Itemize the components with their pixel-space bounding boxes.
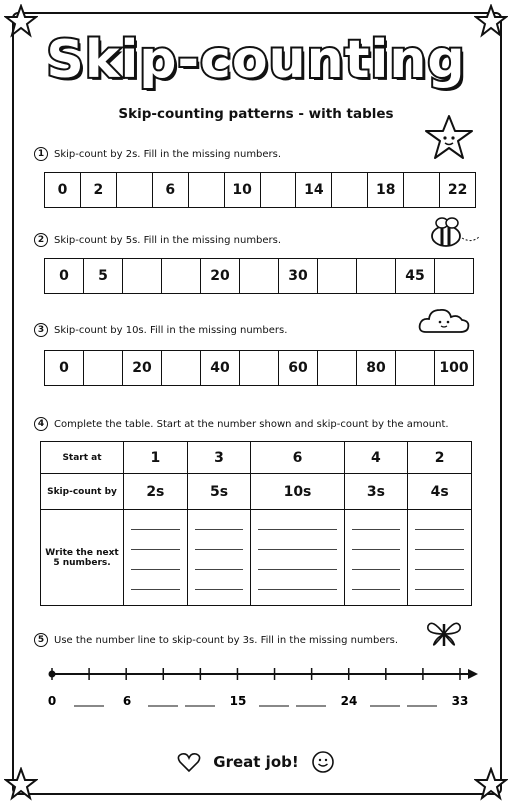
question-number: 5 bbox=[34, 633, 48, 647]
step-value: 4s bbox=[408, 474, 472, 510]
step-value: 2s bbox=[124, 474, 188, 510]
page-subtitle: Skip-counting patterns - with tables bbox=[118, 106, 394, 122]
bee-icon bbox=[424, 216, 484, 250]
question-3 bbox=[34, 323, 287, 337]
start-value: 1 bbox=[124, 442, 188, 474]
butterfly-icon bbox=[424, 616, 464, 652]
question-number: 1 bbox=[34, 147, 48, 161]
start-value: 3 bbox=[187, 442, 251, 474]
blank-cell[interactable] bbox=[261, 173, 297, 207]
smiley-icon bbox=[311, 750, 335, 774]
question-1 bbox=[34, 147, 281, 161]
footer-text: Great job! bbox=[213, 753, 299, 771]
answer-lines[interactable] bbox=[124, 510, 188, 606]
footer bbox=[0, 750, 512, 774]
number-cell: 40 bbox=[201, 351, 240, 385]
question-number: 2 bbox=[34, 233, 48, 247]
blank-cell[interactable] bbox=[396, 351, 435, 385]
skip-count-row-5s bbox=[44, 258, 474, 294]
number-cell: 14 bbox=[296, 173, 332, 207]
blank-cell[interactable] bbox=[318, 259, 357, 293]
number-cell: 10 bbox=[225, 173, 261, 207]
question-number: 3 bbox=[34, 323, 48, 337]
blank-cell[interactable] bbox=[189, 173, 225, 207]
answer-lines[interactable] bbox=[344, 510, 408, 606]
number-cell: 22 bbox=[447, 182, 468, 198]
number-line bbox=[40, 660, 480, 720]
number-cell: 100 bbox=[439, 360, 469, 376]
blank-cell[interactable] bbox=[84, 351, 123, 385]
number-cell: 20 bbox=[201, 259, 240, 293]
row-header: Skip-count by bbox=[41, 474, 124, 510]
start-value: 6 bbox=[251, 442, 344, 474]
blank-cell[interactable] bbox=[435, 259, 473, 293]
number-cell: 0 bbox=[45, 351, 84, 385]
number-cell: 18 bbox=[368, 173, 404, 207]
table-row bbox=[41, 510, 472, 606]
question-4 bbox=[34, 417, 449, 431]
start-value: 4 bbox=[344, 442, 408, 474]
number-line-label: 24 bbox=[340, 694, 358, 708]
star-icon bbox=[420, 112, 478, 164]
question-text: Skip-count by 5s. Fill in the missing numbers. bbox=[54, 234, 282, 246]
question-text: Skip-count by 2s. Fill in the missing numbers. bbox=[54, 148, 282, 160]
number-cell: 20 bbox=[123, 351, 162, 385]
step-value: 3s bbox=[344, 474, 408, 510]
number-cell: 2 bbox=[81, 173, 117, 207]
start-value: 2 bbox=[408, 442, 472, 474]
heart-icon bbox=[177, 751, 201, 773]
number-line-label: 0 bbox=[47, 694, 57, 708]
blank-cell[interactable] bbox=[404, 173, 440, 207]
question-text: Complete the table. Start at the number shown and skip-count by the amount. bbox=[54, 418, 449, 430]
question-5 bbox=[34, 633, 398, 647]
blank-cell[interactable] bbox=[240, 351, 279, 385]
skip-count-row-2s bbox=[44, 172, 476, 208]
number-cell: 80 bbox=[357, 351, 396, 385]
number-cell: 45 bbox=[396, 259, 435, 293]
blank-cell[interactable] bbox=[117, 173, 153, 207]
skip-count-row-10s bbox=[44, 350, 474, 386]
number-line-label: 6 bbox=[122, 694, 132, 708]
answer-lines[interactable] bbox=[408, 510, 472, 606]
blank-cell[interactable] bbox=[332, 173, 368, 207]
table-row bbox=[41, 442, 472, 474]
blank-cell[interactable] bbox=[162, 259, 201, 293]
blank-cell[interactable] bbox=[240, 259, 279, 293]
answer-lines[interactable] bbox=[251, 510, 344, 606]
number-line-label: 15 bbox=[229, 694, 247, 708]
blank-cell[interactable] bbox=[162, 351, 201, 385]
number-cell: 0 bbox=[45, 259, 84, 293]
number-cell: 0 bbox=[45, 173, 81, 207]
number-cell: 30 bbox=[279, 259, 318, 293]
question-text: Use the number line to skip-count by 3s. Fill in the missing numbers. bbox=[54, 634, 399, 646]
number-cell: 60 bbox=[279, 351, 318, 385]
page-title: Skip-counting bbox=[46, 30, 466, 90]
skip-count-table bbox=[40, 441, 472, 606]
blank-cell[interactable] bbox=[357, 259, 396, 293]
row-header: Start at bbox=[41, 442, 124, 474]
number-line-label: 33 bbox=[451, 694, 469, 708]
step-value: 10s bbox=[251, 474, 344, 510]
blank-cell[interactable] bbox=[123, 259, 162, 293]
answer-lines[interactable] bbox=[187, 510, 251, 606]
question-2 bbox=[34, 233, 281, 247]
blank-cell[interactable] bbox=[318, 351, 357, 385]
number-cell: 5 bbox=[84, 259, 123, 293]
step-value: 5s bbox=[187, 474, 251, 510]
question-number: 4 bbox=[34, 417, 48, 431]
row-header: Write the next 5 numbers. bbox=[41, 510, 124, 606]
table-row bbox=[41, 474, 472, 510]
question-text: Skip-count by 10s. Fill in the missing numbers. bbox=[54, 324, 288, 336]
number-cell: 6 bbox=[153, 173, 189, 207]
cloud-icon bbox=[416, 304, 472, 336]
